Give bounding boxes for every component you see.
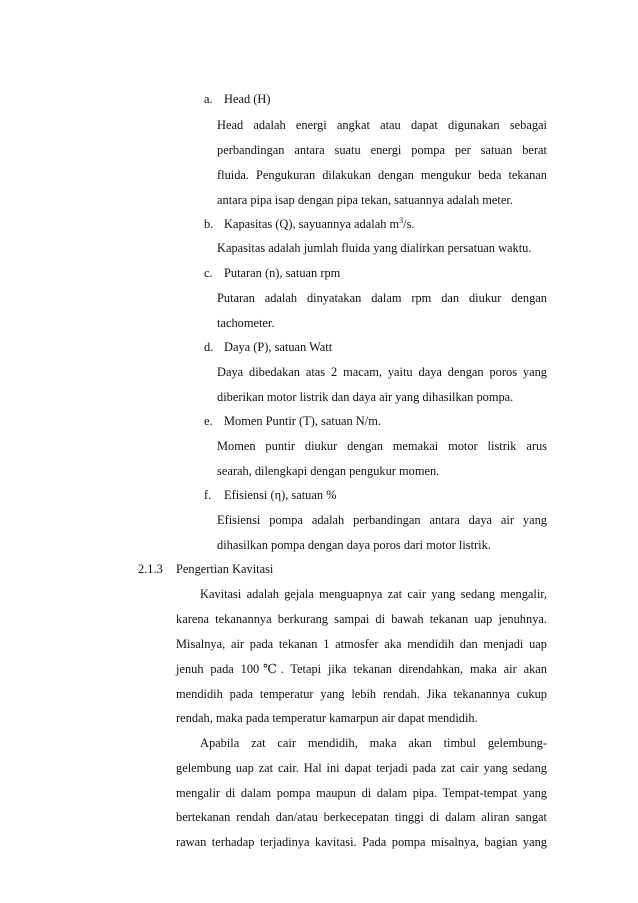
item-c-title: Putaran (n), satuan rpm xyxy=(224,266,341,280)
item-c-letter: c. xyxy=(204,266,213,280)
item-e-letter: e. xyxy=(204,414,213,428)
paragraph-1-line: rendah, maka pada temperatur kamarpun air dapat mendidih. xyxy=(176,711,478,725)
item-c-line: Putaran adalah dinyatakan dalam rpm dan diukur dengan xyxy=(217,291,547,305)
item-b-letter: b. xyxy=(204,217,214,231)
item-f-title: Efisiensi (η), satuan % xyxy=(224,488,337,502)
item-e-title: Momen Puntir (T), satuan N/m. xyxy=(224,414,381,428)
item-b-title: Kapasitas (Q), sayuannya adalah $m^3/s$. xyxy=(224,216,415,231)
item-c-line: tachometer. xyxy=(217,316,275,330)
paragraph-2-line: rawan terhadap terjadinya kavitasi. Pada pompa misalnya, bagian yang xyxy=(176,835,547,849)
item-a-line: perbandingan antara suatu energi pompa per satuan berat xyxy=(217,143,547,157)
paragraph-1-line: mendidih pada temperatur yang lebih rendah. Jika tekanannya cukup xyxy=(176,687,547,701)
item-d-title: Daya (P), satuan Watt xyxy=(224,340,333,354)
item-d-line: diberikan motor listrik dan daya air yang dihasilkan pompa. xyxy=(217,390,514,404)
paragraph-1-line: Kavitasi adalah gejala menguapnya zat cair yang sedang mengalir, xyxy=(200,587,547,601)
section-number: 2.1.3 xyxy=(138,562,163,576)
item-e-line: Momen puntir diukur dengan memakai motor listrik arus xyxy=(217,439,547,453)
item-e-line: searah, dilengkapi dengan pengukur momen. xyxy=(217,464,440,478)
item-d-line: Daya dibedakan atas 2 macam, yaitu daya dengan poros yang xyxy=(217,365,547,379)
item-a-letter: a. xyxy=(204,92,213,106)
item-f-line: dihasilkan pompa dengan daya poros dari motor listrik. xyxy=(217,538,491,552)
section-title: Pengertian Kavitasi xyxy=(176,562,274,576)
paragraph-2-line: mengalir di dalam pompa maupun di dalam pipa. Tempat-tempat yang xyxy=(176,786,547,800)
superscript-3: 3 xyxy=(399,216,404,225)
item-a-line: fluida. Pengukuran dilakukan dengan mengukur beda tekanan xyxy=(217,168,547,182)
paragraph-2-line: Apabila zat cair mendidih, maka akan timbul gelembung- xyxy=(200,736,547,750)
item-f-line: Efisiensi pompa adalah perbandingan antara daya air yang xyxy=(217,513,547,527)
paragraph-1-line: karena tekanannya berkurang sampai di bawah tekanan uap jenuhnya. xyxy=(176,612,547,626)
item-f-letter: f. xyxy=(204,488,212,502)
paragraph-1-line: jenuh pada 100℃. Tetapi jika tekanan direndahkan, maka air akan xyxy=(176,662,547,676)
paragraph-1-line: Misalnya, air pada tekanan 1 atmosfer aka mendidih dan menjadi uap xyxy=(176,637,547,651)
paragraph-2-line: gelembung uap zat cair. Hal ini dapat terjadi pada zat cair yang sedang xyxy=(176,761,547,775)
item-d-letter: d. xyxy=(204,340,214,354)
paragraph-2-line: bertekanan rendah dan/atau berkecepatan tinggi di dalam aliran sangat xyxy=(176,810,547,824)
item-b-line: Kapasitas adalah jumlah fluida yang dialirkan persatuan waktu. xyxy=(217,241,532,255)
item-a-line: Head adalah energi angkat atau dapat digunakan sebagai xyxy=(217,118,547,132)
item-a-title: Head (H) xyxy=(224,92,271,106)
item-a-line: antara pipa isap dengan pipa tekan, satuannya adalah meter. xyxy=(217,193,513,207)
